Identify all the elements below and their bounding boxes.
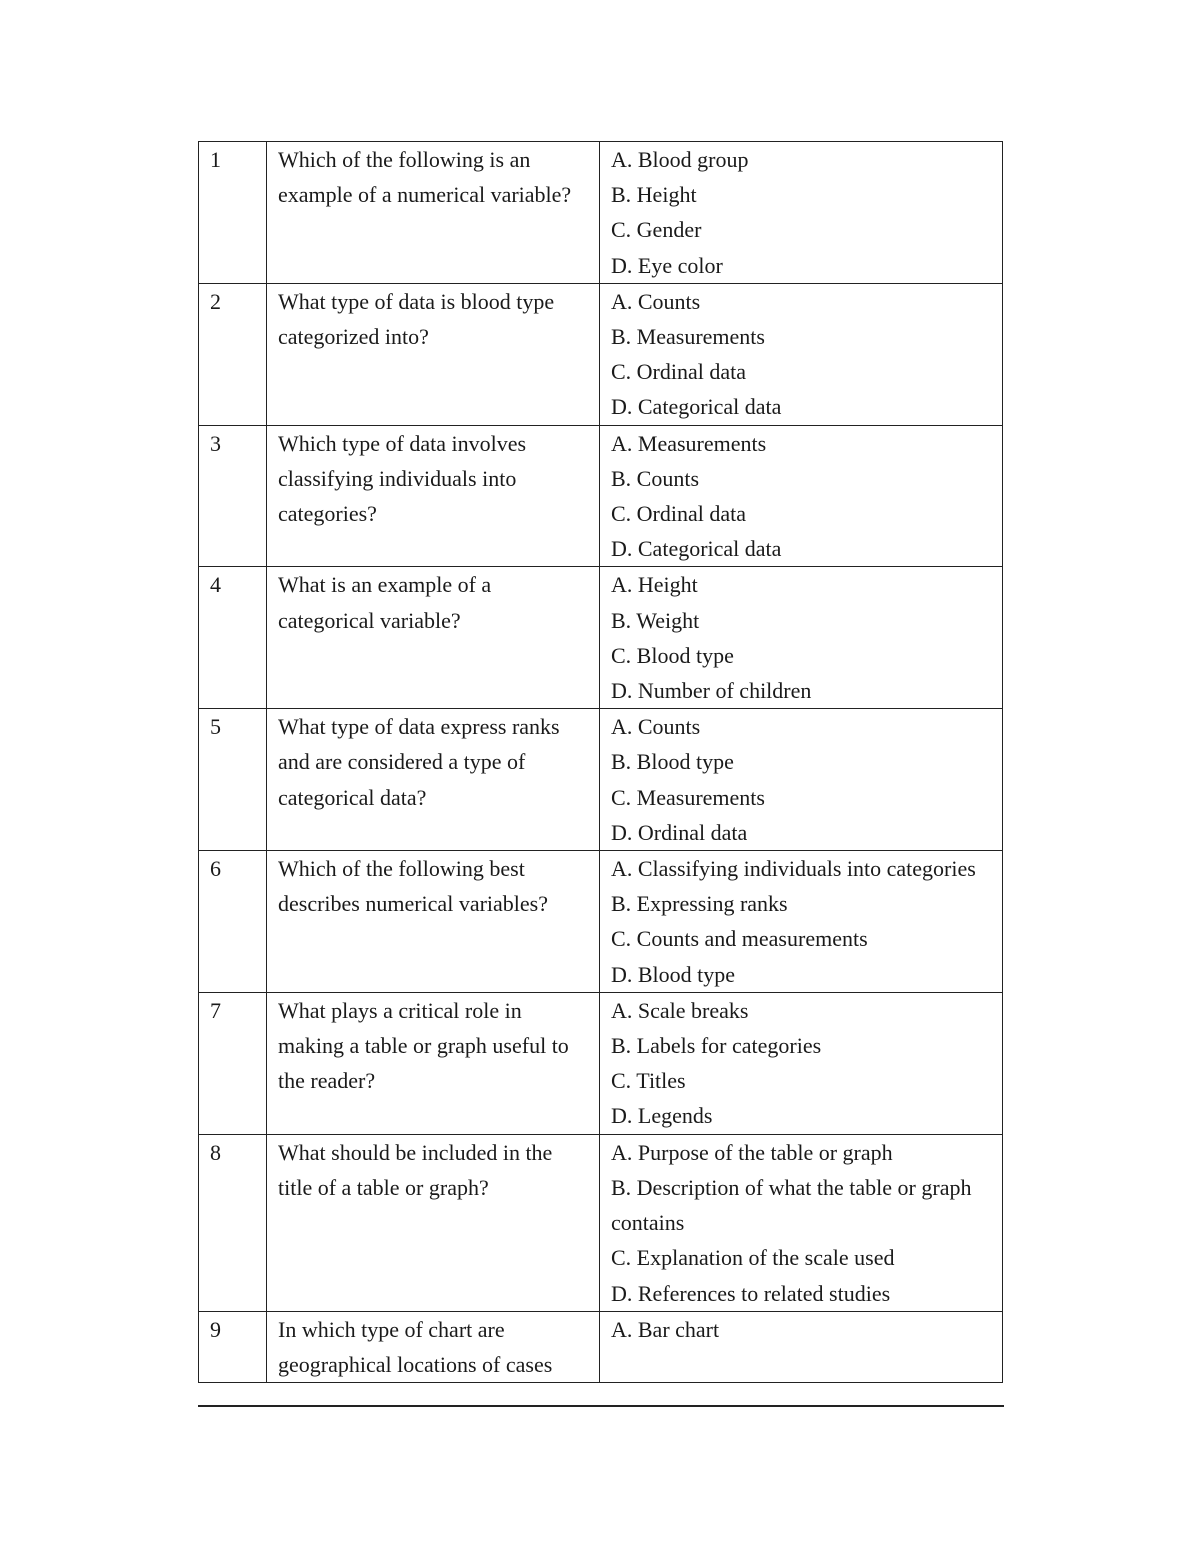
answer-option: B. Measurements [611,324,765,350]
answer-option: B. Labels for categories [611,1033,822,1059]
answer-option: B. Description of what the table or graph contains [611,1174,972,1236]
answer-option: C. Measurements [611,784,765,810]
answer-option: D. References to related studies [611,1280,891,1306]
answer-option: A. Blood group [611,147,749,172]
question-text: What should be included in the title of a table or graph? [267,1134,600,1311]
question-row [199,425,1003,567]
answer-option: A. Height [611,572,698,598]
answer-options [600,1134,1003,1311]
answer-option: A. Bar chart [611,1316,720,1342]
answer-option: C. Counts and measurements [611,926,868,952]
answer-option: D. Blood type [611,961,736,987]
question-text: Which of the following best describes numerical variables? [267,851,600,993]
answer-option: A. Measurements [611,430,767,456]
question-row [199,851,1003,993]
quiz-table [198,141,1003,1383]
answer-option: C. Ordinal data [611,501,747,527]
answer-option: A. Purpose of the table or graph [611,1139,893,1165]
answer-option: B. Blood type [611,749,734,775]
question-text: Which type of data involves classifying individuals into categories? [267,425,600,567]
question-number: 7 [199,992,267,1134]
answer-option: A. Counts [611,288,701,314]
answer-option: D. Categorical data [611,536,782,562]
question-row [199,283,1003,425]
answer-option: D. Categorical data [611,394,782,420]
answer-options [600,709,1003,851]
question-text: In which type of chart are geographical locations of cases [267,1311,600,1382]
answer-option: B. Expressing ranks [611,891,788,917]
answer-option: A. Scale breaks [611,997,749,1023]
answer-options [600,1311,1003,1382]
question-number: 2 [199,283,267,425]
answer-option: B. Weight [611,607,700,633]
answer-options [600,142,1003,284]
answer-option: A. Counts [611,714,701,740]
answer-option: D. Number of children [611,678,812,704]
answer-option: B. Height [611,182,697,208]
question-text: Which of the following is an example of a numerical variable? [267,142,600,284]
answer-option: D. Legends [611,1103,713,1129]
question-number: 1 [199,142,267,284]
question-number: 6 [199,851,267,993]
answer-option: D. Ordinal data [611,819,748,845]
question-number: 3 [199,425,267,567]
answer-options [600,283,1003,425]
question-row [199,142,1003,284]
quiz-table-region [198,141,1004,1407]
question-row [199,567,1003,709]
answer-option: D. Eye color [611,252,723,278]
question-number: 5 [199,709,267,851]
question-text: What type of data express ranks and are considered a type of categorical data? [267,709,600,851]
page-cut-border [198,1405,1004,1407]
answer-option: A. Classifying individuals into categories [611,856,976,882]
question-row [199,1311,1003,1382]
question-number: 4 [199,567,267,709]
answer-option: C. Gender [611,217,702,243]
question-text: What plays a critical role in making a table or graph useful to the reader? [267,992,600,1134]
answer-option: C. Explanation of the scale used [611,1245,895,1271]
question-number: 8 [199,1134,267,1311]
answer-options [600,992,1003,1134]
question-text: What is an example of a categorical variable? [267,567,600,709]
question-text: What type of data is blood type categorized into? [267,283,600,425]
question-row [199,1134,1003,1311]
answer-options [600,425,1003,567]
question-number: 9 [199,1311,267,1382]
answer-option: B. Counts [611,465,700,491]
answer-option: C. Ordinal data [611,359,747,385]
answer-option: C. Titles [611,1068,686,1094]
answer-options [600,567,1003,709]
answer-options [600,851,1003,993]
question-row [199,709,1003,851]
question-row [199,992,1003,1134]
quiz-table-body [199,142,1003,1383]
answer-option: C. Blood type [611,642,734,668]
